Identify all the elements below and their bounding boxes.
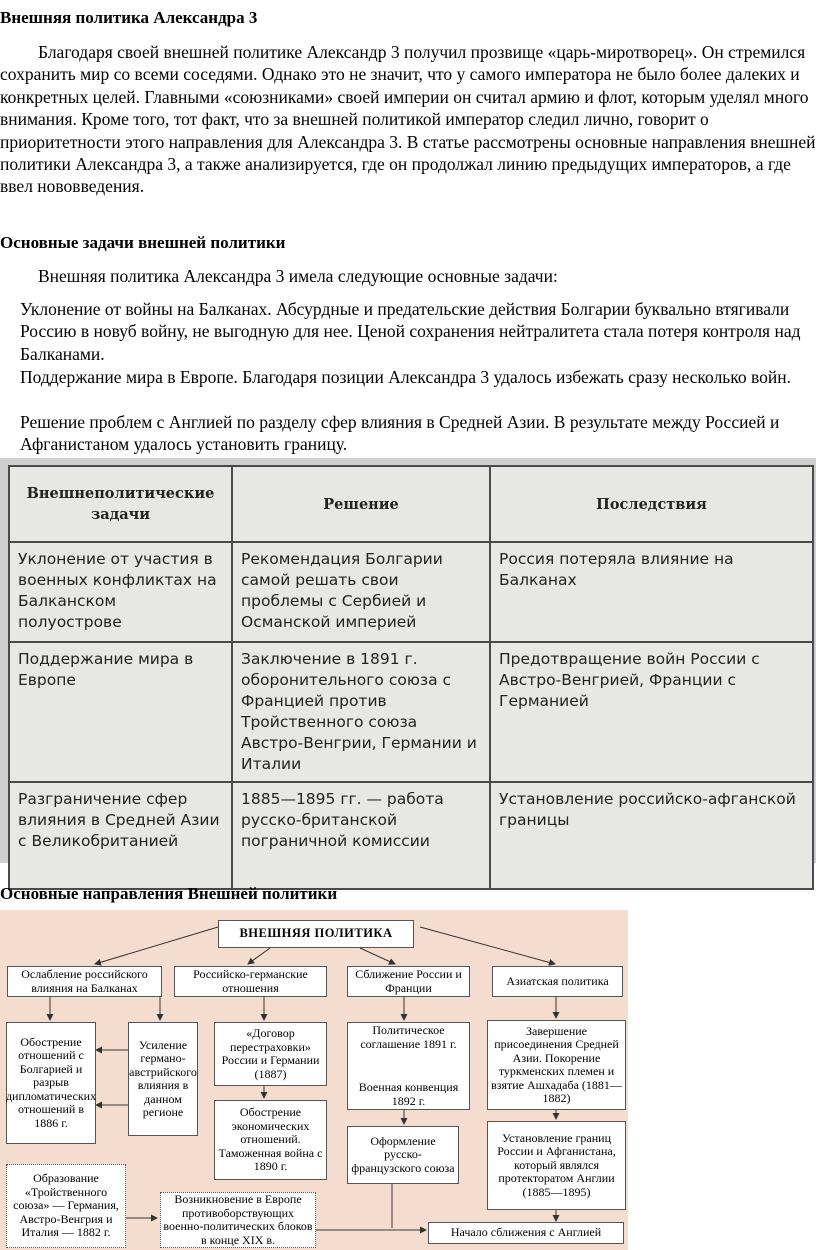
asia-conquest-box: Завершение присоединения Средней Азии. Покорение туркменских племен и взятие Ашхадаба (1881—1882): [487, 1020, 626, 1110]
table-cell: Заключение в 1891 г. оборонительного союза с Францией против Тройственного союза Австро-Венгрии, Германии и Италии: [232, 642, 490, 782]
balkans-bulgaria-box: Обострение отношений с Болгарией и разрыв дипломатических отношений в 1886 г.: [6, 1022, 96, 1144]
balkans-influence-box: Усиление германо-австрийского влияния в данном регионе: [128, 1022, 198, 1136]
table-cell: Разграничение сфер влияния в Средней Азии с Великобританией: [9, 782, 232, 889]
section-heading-tasks: Основные задачи внешней политики: [0, 233, 286, 252]
diagram-root: ВНЕШНЯЯ ПОЛИТИКА: [218, 920, 414, 948]
branch-asia: Азиатская политика: [492, 966, 623, 997]
branch-france: Сближение России и Франции: [347, 966, 470, 997]
table-header: Последствия: [490, 466, 813, 542]
table-row: [9, 642, 813, 782]
triple-alliance-box: Образование «Тройственного союза» — Германия, Австро-Венгрия и Италия — 1882 г.: [6, 1164, 126, 1248]
table-cell: 1885—1895 гг. — работа русско-британской пограничной комиссии: [232, 782, 490, 889]
table-cell: Россия потеряла влияние на Балканах: [490, 542, 813, 642]
england-box: Начало сближения с Англией: [428, 1222, 624, 1244]
foreign-policy-diagram: [0, 910, 628, 1250]
tasks-table: [8, 465, 814, 890]
german-treaty-box: «Договор перестраховки» России и Германии (1887): [214, 1022, 327, 1086]
table-header: Решение: [232, 466, 490, 542]
german-tariff-box: Обострение экономических отношений. Таможенная война с 1890 г.: [214, 1100, 327, 1180]
task-item: Решение проблем с Англией по разделу сфер влияния в Средней Азии. В результате между Россией и Афганистаном удалось установить границу.: [20, 412, 780, 455]
branch-german: Российско-германские отношения: [174, 966, 327, 997]
france-union-box: Оформление русско-французского союза: [347, 1126, 459, 1184]
france-agreement-text: Политическое соглашение 1891 г.: [360, 1023, 457, 1051]
table-cell: Уклонение от участия в военных конфликтах на Балканском полуострове: [9, 542, 232, 642]
table-cell: Предотвращение войн России с Австро-Венгрией, Франции с Германией: [490, 642, 813, 782]
table-header: Внешнеполитические задачи: [9, 466, 232, 542]
task-item: Поддержание мира в Европе. Благодаря позиции Александра 3 удалось избежать сразу несколько войн.: [20, 367, 792, 387]
asia-border-box: Установление границ России и Афганистана, который являлся протекторатом Англии (1885—1895): [487, 1121, 626, 1210]
page-title: Внешняя политика Александра 3: [0, 8, 258, 27]
table-cell: Установление российско-афганской границы: [490, 782, 813, 889]
tasks-intro: Внешняя политика Александра 3 имела следующие основные задачи:: [38, 266, 558, 286]
task-item: Уклонение от войны на Балканах. Абсурдные и предательские действия Болгарии буквально втягивали Россию в новуб войну, не выгодную для нее. Ценой сохранения нейтралитета стала потеря контроля над Балканами.: [20, 299, 801, 364]
table-cell: Рекомендация Болгарии самой решать свои проблемы с Сербией и Османской империей: [232, 542, 490, 642]
tasks-table-image: [0, 458, 816, 863]
table-row: [9, 782, 813, 889]
blocs-box: Возникновение в Европе противоборствующих военно-политических блоков в конце XIX в.: [160, 1192, 316, 1248]
branch-balkans: Ослабление российского влияния на Балканах: [7, 966, 162, 997]
table-row: [9, 542, 813, 642]
france-agreement-box: [347, 1022, 470, 1110]
section-heading-directions: Основные направления Внешней политики: [0, 884, 338, 903]
france-convention-text: Военная конвенция 1892 г.: [358, 1080, 459, 1108]
intro-paragraph: Благодаря своей внешней политике Александр 3 получил прозвище «царь-миротворец». Он стремился сохранить мир со всеми соседями. Однако это не значит, что у самого императора не было более далеких и конкретных целей. Главными «союзниками» своей империи он считал армию и флот, которым уделял много внимания. Кроме того, тот факт, что за внешней политикой император следил лично, говорит о приоритетности этого направления для Александра 3. В статье рассмотрены основные направления внешней политики Александра 3, а также анализируется, где он продолжал линию предыдущих императоров, а где ввел нововведения.: [0, 42, 816, 197]
table-cell: Поддержание мира в Европе: [9, 642, 232, 782]
